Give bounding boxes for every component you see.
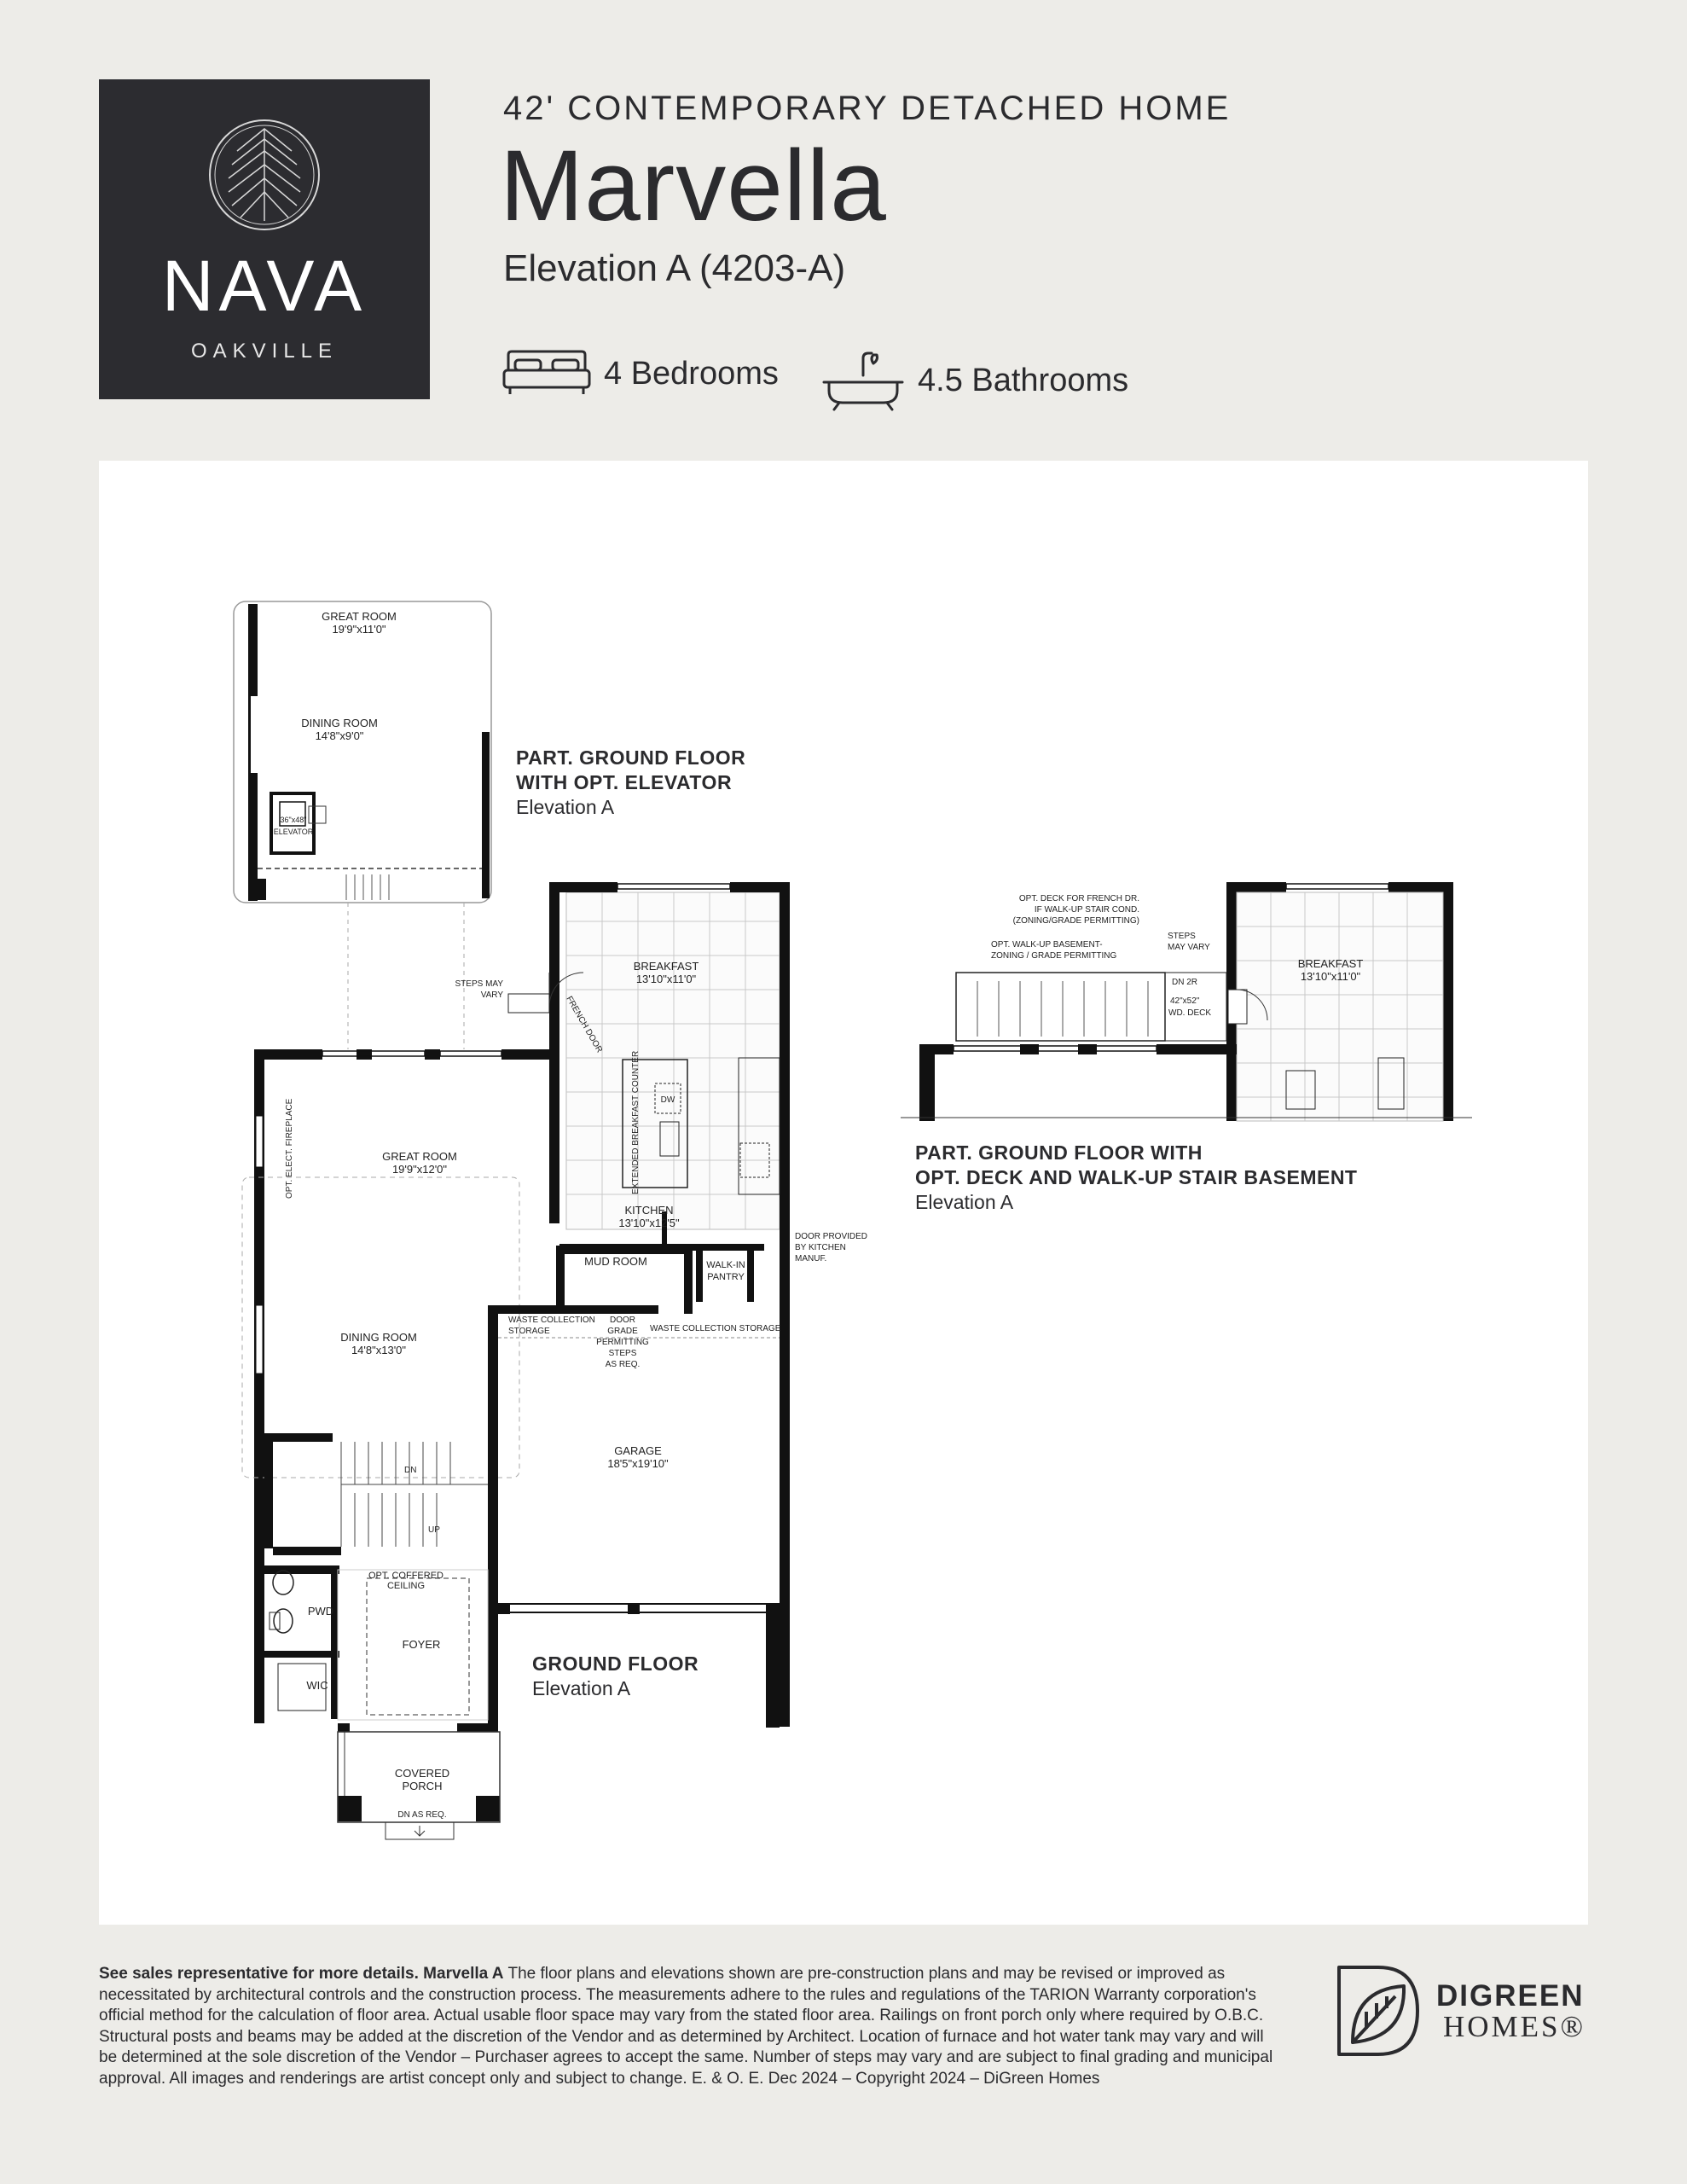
dw-label: DW [660, 1095, 675, 1105]
elevator-plan-sub: Elevation A [516, 796, 615, 818]
door-kitchen-1: DOOR PROVIDED [795, 1232, 868, 1241]
deck-plan-title-2: OPT. DECK AND WALK-UP STAIR BASEMENT [915, 1166, 1358, 1188]
brand-name: NAVA [161, 246, 368, 326]
foyer-label: FOYER [402, 1638, 441, 1651]
door-grade-1: DOOR [610, 1316, 635, 1325]
digreen-name: DIGREEN [1436, 1979, 1585, 2013]
waste-storage-1b: STORAGE [508, 1327, 550, 1336]
elevator-plan-title-1: PART. GROUND FLOOR [516, 746, 746, 769]
kitchen-dim: 13'10"x12'5" [618, 1217, 680, 1229]
deck-note-3: (ZONING/GRADE PERMITTING) [1012, 916, 1139, 926]
mud-room-label: MUD ROOM [584, 1255, 647, 1268]
floor-plan-drawing [99, 461, 1588, 1925]
breakfast-b-dim: 13'10"x11'0" [1300, 970, 1361, 983]
elevator-label: ELEVATOR [273, 828, 314, 836]
deck-note-1: OPT. DECK FOR FRENCH DR. [1018, 894, 1139, 903]
wd-deck-2: WD. DECK [1168, 1008, 1211, 1018]
bed-icon [501, 350, 592, 398]
ground-floor-plan [242, 882, 790, 1839]
brand-location: OAKVILLE [190, 340, 339, 363]
dn-as-req-label: DN AS REQ. [397, 1810, 447, 1820]
ground-floor-sub: Elevation A [532, 1677, 631, 1699]
covered-porch-label-1: COVERED [394, 1767, 450, 1780]
legal-disclaimer [99, 1964, 1284, 2089]
ground-floor-title: GROUND FLOOR [532, 1653, 699, 1675]
walk-in-pantry-label-1: WALK-IN [706, 1260, 745, 1270]
bedrooms-spec [501, 350, 779, 398]
digreen-leaf-icon [1336, 1964, 1421, 2058]
waste-storage-2: WASTE COLLECTION STORAGE [650, 1324, 781, 1333]
floor-plan-panel [99, 461, 1588, 1925]
steps-req-1: STEPS [608, 1349, 637, 1358]
dining-room-a-label: DINING ROOM [301, 717, 378, 729]
dn-label: DN [404, 1466, 417, 1475]
steps-vary-1: STEPS [1168, 932, 1196, 941]
elevation-label: Elevation A (4203-A) [503, 247, 846, 289]
great-room-a-dim: 19'9"x11'0" [332, 623, 386, 636]
great-room-a-label: GREAT ROOM [322, 610, 397, 623]
door-grade-2: GRADE [607, 1327, 638, 1336]
walkup-note-1: OPT. WALK-UP BASEMENT- [991, 940, 1103, 950]
opt-coffered-1: OPT. COFFERED [368, 1571, 444, 1581]
walkup-note-2: ZONING / GRADE PERMITTING [991, 951, 1117, 961]
bedrooms-count: 4 Bedrooms [604, 355, 779, 392]
digreen-homes: HOMES® [1443, 2010, 1586, 2043]
dining-room-label: DINING ROOM [340, 1331, 417, 1344]
dining-room-dim: 14'8"x13'0" [351, 1344, 407, 1356]
nava-emblem-icon [206, 117, 322, 233]
deck-plan-title-1: PART. GROUND FLOOR WITH [915, 1141, 1203, 1164]
door-grade-3: PERMITTING [596, 1338, 649, 1347]
door-kitchen-2: BY KITCHEN [795, 1243, 846, 1252]
elevator-plan [234, 601, 491, 903]
digreen-logo [1336, 1964, 1591, 2058]
great-room-dim: 19'9"x12'0" [391, 1163, 448, 1176]
wd-deck-1: 42"x52" [1170, 996, 1200, 1006]
dn-2r-label: DN 2R [1172, 978, 1198, 987]
garage-dim: 18'5"x19'10" [607, 1457, 669, 1470]
dining-room-a-dim: 14'8"x9'0" [315, 729, 364, 742]
breakfast-dim: 13'10"x11'0" [635, 973, 697, 985]
bathrooms-spec [820, 350, 1128, 411]
nava-logo [99, 79, 430, 399]
elevator-size: 36"x48" [280, 816, 307, 824]
opt-coffered-2: CEILING [386, 1581, 426, 1591]
disclaimer-text: The floor plans and elevations shown are pre-construction plans and may be revised or improved as necessitated by architectural controls and the construction process. The measurements adhere to the rules and regulations of the TARION Warranty corporation's official method for the calculation of floor area. Actual usable floor space may vary from the stated floor area. Railings on front porch only where required by O.B.C. Structural posts and beams may be added at the discretion of the Vendor and as determined by Architect. Location of furnace and hot water tank may vary and will be determined at the sole discretion of the Vendor – Purchaser agrees to accept the same. Number of steps may vary and are subject to final grading and municipal approval. All images and renderings are artist concept only and subject to change. E. & O. E. Dec 2024 – Copyright 2024 – DiGreen Homes [99, 1965, 1273, 2088]
opt-fireplace-label: OPT. ELECT. FIREPLACE [285, 1098, 294, 1199]
steps-may-vary-2: VARY [480, 990, 503, 1000]
french-door-label: FRENCH DOOR [564, 995, 605, 1054]
great-room-label: GREAT ROOM [382, 1150, 457, 1163]
ext-counter-label: EXTENDED BREAKFAST COUNTER [631, 1050, 641, 1194]
up-label: UP [428, 1525, 440, 1535]
steps-vary-2: MAY VARY [1168, 943, 1210, 952]
deck-plan-sub: Elevation A [915, 1191, 1014, 1213]
steps-may-vary-1: STEPS MAY [455, 979, 503, 989]
bathrooms-count: 4.5 Bathrooms [918, 362, 1129, 398]
walk-in-pantry-label-2: PANTRY [707, 1272, 745, 1282]
breakfast-label: BREAKFAST [633, 960, 699, 973]
pwd-label: PWD [307, 1605, 334, 1618]
bathtub-icon [820, 350, 906, 411]
home-type: 42' CONTEMPORARY DETACHED HOME [503, 90, 1232, 127]
disclaimer-lead: See sales representative for more details. Marvella A [99, 1965, 504, 1983]
steps-req-2: AS REQ. [605, 1360, 641, 1369]
garage-label: GARAGE [614, 1444, 662, 1457]
deck-note-2: IF WALK-UP STAIR COND. [1034, 905, 1139, 915]
door-kitchen-3: MANUF. [795, 1254, 827, 1263]
elevator-plan-title-2: WITH OPT. ELEVATOR [516, 771, 733, 793]
breakfast-b-label: BREAKFAST [1297, 957, 1364, 970]
wic-label: WIC [306, 1679, 328, 1692]
model-name: Marvella [500, 130, 887, 242]
kitchen-label: KITCHEN [624, 1204, 674, 1217]
waste-storage-1a: WASTE COLLECTION [508, 1316, 595, 1325]
covered-porch-label-2: PORCH [402, 1780, 443, 1792]
